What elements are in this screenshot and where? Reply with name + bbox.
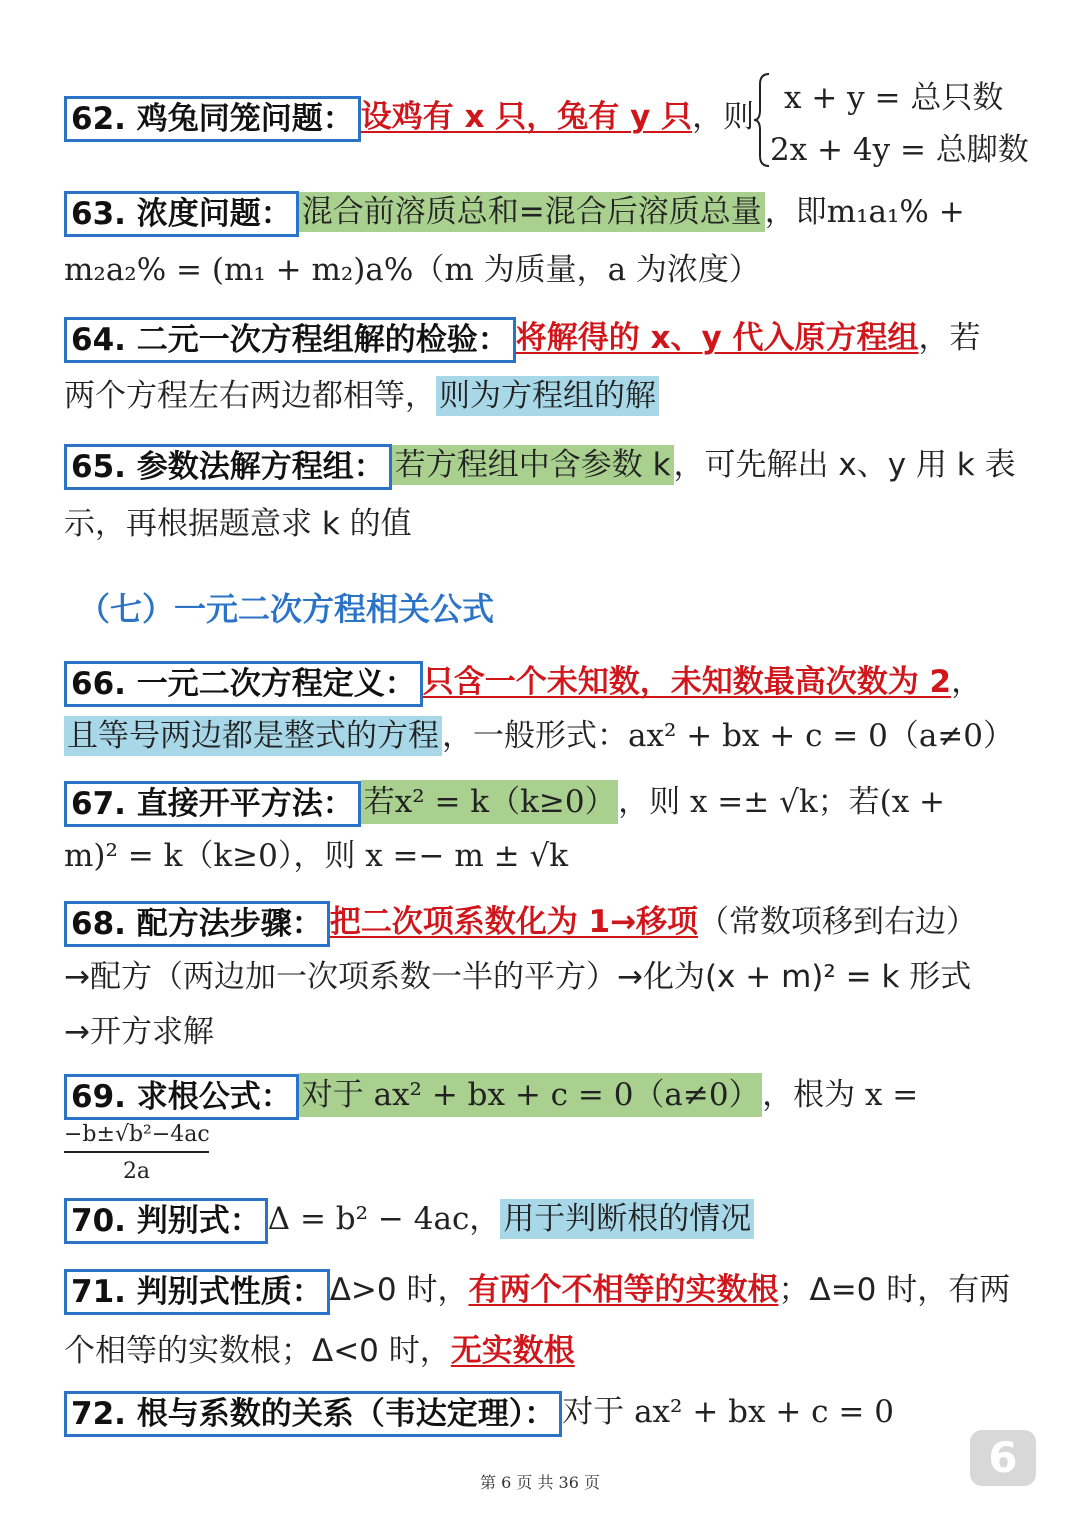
- item-64-highlight: 将解得的 x、y 代入原方程组: [515, 320, 919, 356]
- item-65-line2: 示，再根据题意求 k 的值: [64, 506, 412, 542]
- item-70-rest: Δ = b² − 4ac，: [267, 1201, 501, 1237]
- item-66-highlight: 只含一个未知数，未知数最高次数为 2: [422, 664, 952, 700]
- item-66-label: 66. 一元二次方程定义：: [64, 661, 423, 707]
- fraction-numerator: −b±√b²−4ac: [64, 1122, 209, 1153]
- item-67-rest: ，则 x =± √k；若(x +: [618, 784, 946, 820]
- item-63: [64, 190, 1020, 237]
- item-68: [64, 900, 1020, 947]
- item-66: [64, 660, 1020, 707]
- item-71-red1: 有两个不相等的实数根: [468, 1272, 779, 1308]
- fraction-denominator: 2a: [122, 1159, 151, 1184]
- item-69: [64, 1073, 1020, 1120]
- item-65-highlight: 若方程组中含参数 k: [392, 445, 674, 485]
- left-brace-icon: [752, 70, 772, 170]
- item-69-rest: ，根为 x =: [762, 1077, 919, 1113]
- item-64-blue: 则为方程组的解: [436, 376, 659, 416]
- item-70-label: 70. 判别式：: [64, 1198, 268, 1244]
- item-63-line2: m₂a₂% = (m₁ + m₂)a%（m 为质量，a 为浓度）: [64, 252, 760, 288]
- item-71-line2: [64, 1329, 1020, 1373]
- item-64-rest: ，若: [918, 320, 981, 356]
- item-64-label: 64. 二元一次方程组解的检验：: [64, 317, 516, 363]
- item-72-rest: 对于 ax² + bx + c = 0: [562, 1394, 894, 1430]
- item-68-rest: （常数项移到右边）: [698, 904, 978, 940]
- item-71-label: 71. 判别式性质：: [64, 1269, 330, 1315]
- item-68-highlight: 把二次项系数化为 1→移项: [329, 904, 699, 940]
- item-64: [64, 316, 1020, 363]
- item-67-highlight: 若x² = k（k≥0）: [361, 780, 618, 824]
- item-63-label: 63. 浓度问题：: [64, 191, 299, 237]
- root-formula-fraction: [64, 1122, 209, 1184]
- item-68-line2: →配方（两边加一次项系数一半的平方）→化为(x + m)² = k 形式: [64, 959, 972, 995]
- item-71-red2: 无实数根: [450, 1333, 575, 1369]
- equation-2: 2x + 4y = 总脚数: [770, 132, 1029, 168]
- item-62-mid: ，则: [692, 99, 755, 135]
- item-66-line2: [64, 714, 1020, 758]
- item-69-label: 69. 求根公式：: [64, 1074, 299, 1120]
- item-62-label: 62. 鸡兔同笼问题：: [64, 96, 361, 142]
- item-64-line2-text: 两个方程左右两边都相等，: [64, 378, 436, 414]
- item-63-rest: ，即m₁a₁% +: [764, 194, 965, 230]
- item-64-line2: [64, 374, 1020, 418]
- item-65-label: 65. 参数法解方程组：: [64, 444, 392, 490]
- equation-system: [752, 70, 1032, 170]
- item-67-line2: m)² = k（k≥0），则 x =− m ± √k: [64, 838, 568, 874]
- item-71-rest1: Δ>0 时，: [329, 1272, 469, 1308]
- item-62-highlight: 设鸡有 x 只，兔有 y 只: [360, 99, 693, 135]
- item-70: [64, 1197, 1020, 1244]
- item-67: [64, 780, 1020, 827]
- item-66-rest2: ，一般形式：ax² + bx + c = 0（a≠0）: [442, 718, 1015, 754]
- item-68-label: 68. 配方法步骤：: [64, 901, 330, 947]
- item-71-rest2: ；Δ=0 时，有两: [778, 1272, 1011, 1308]
- item-70-blue: 用于判断根的情况: [500, 1199, 754, 1239]
- item-71-line2-text: 个相等的实数根；Δ<0 时，: [64, 1333, 451, 1369]
- item-65-rest: ，可先解出 x、y 用 k 表: [673, 447, 1016, 483]
- item-67-label: 67. 直接开平方法：: [64, 781, 361, 827]
- item-72: [64, 1390, 1020, 1437]
- item-68-line3: →开方求解: [64, 1014, 214, 1050]
- item-69-highlight: 对于 ax² + bx + c = 0（a≠0）: [299, 1073, 762, 1117]
- item-63-highlight: 混合前溶质总和=混合后溶质总量: [299, 192, 765, 232]
- page-number-badge: 6: [970, 1430, 1036, 1486]
- section-title: （七）一元二次方程相关公式: [78, 590, 495, 628]
- equation-1: x + y = 总只数: [784, 80, 1004, 116]
- item-66-rest: ，: [951, 664, 983, 700]
- item-65: [64, 443, 1020, 490]
- item-66-blue: 且等号两边都是整式的方程: [64, 716, 442, 756]
- item-71: [64, 1268, 1020, 1315]
- item-72-label: 72. 根与系数的关系（韦达定理）：: [64, 1391, 562, 1437]
- page-footer: 第 6 页 共 36 页: [480, 1473, 600, 1492]
